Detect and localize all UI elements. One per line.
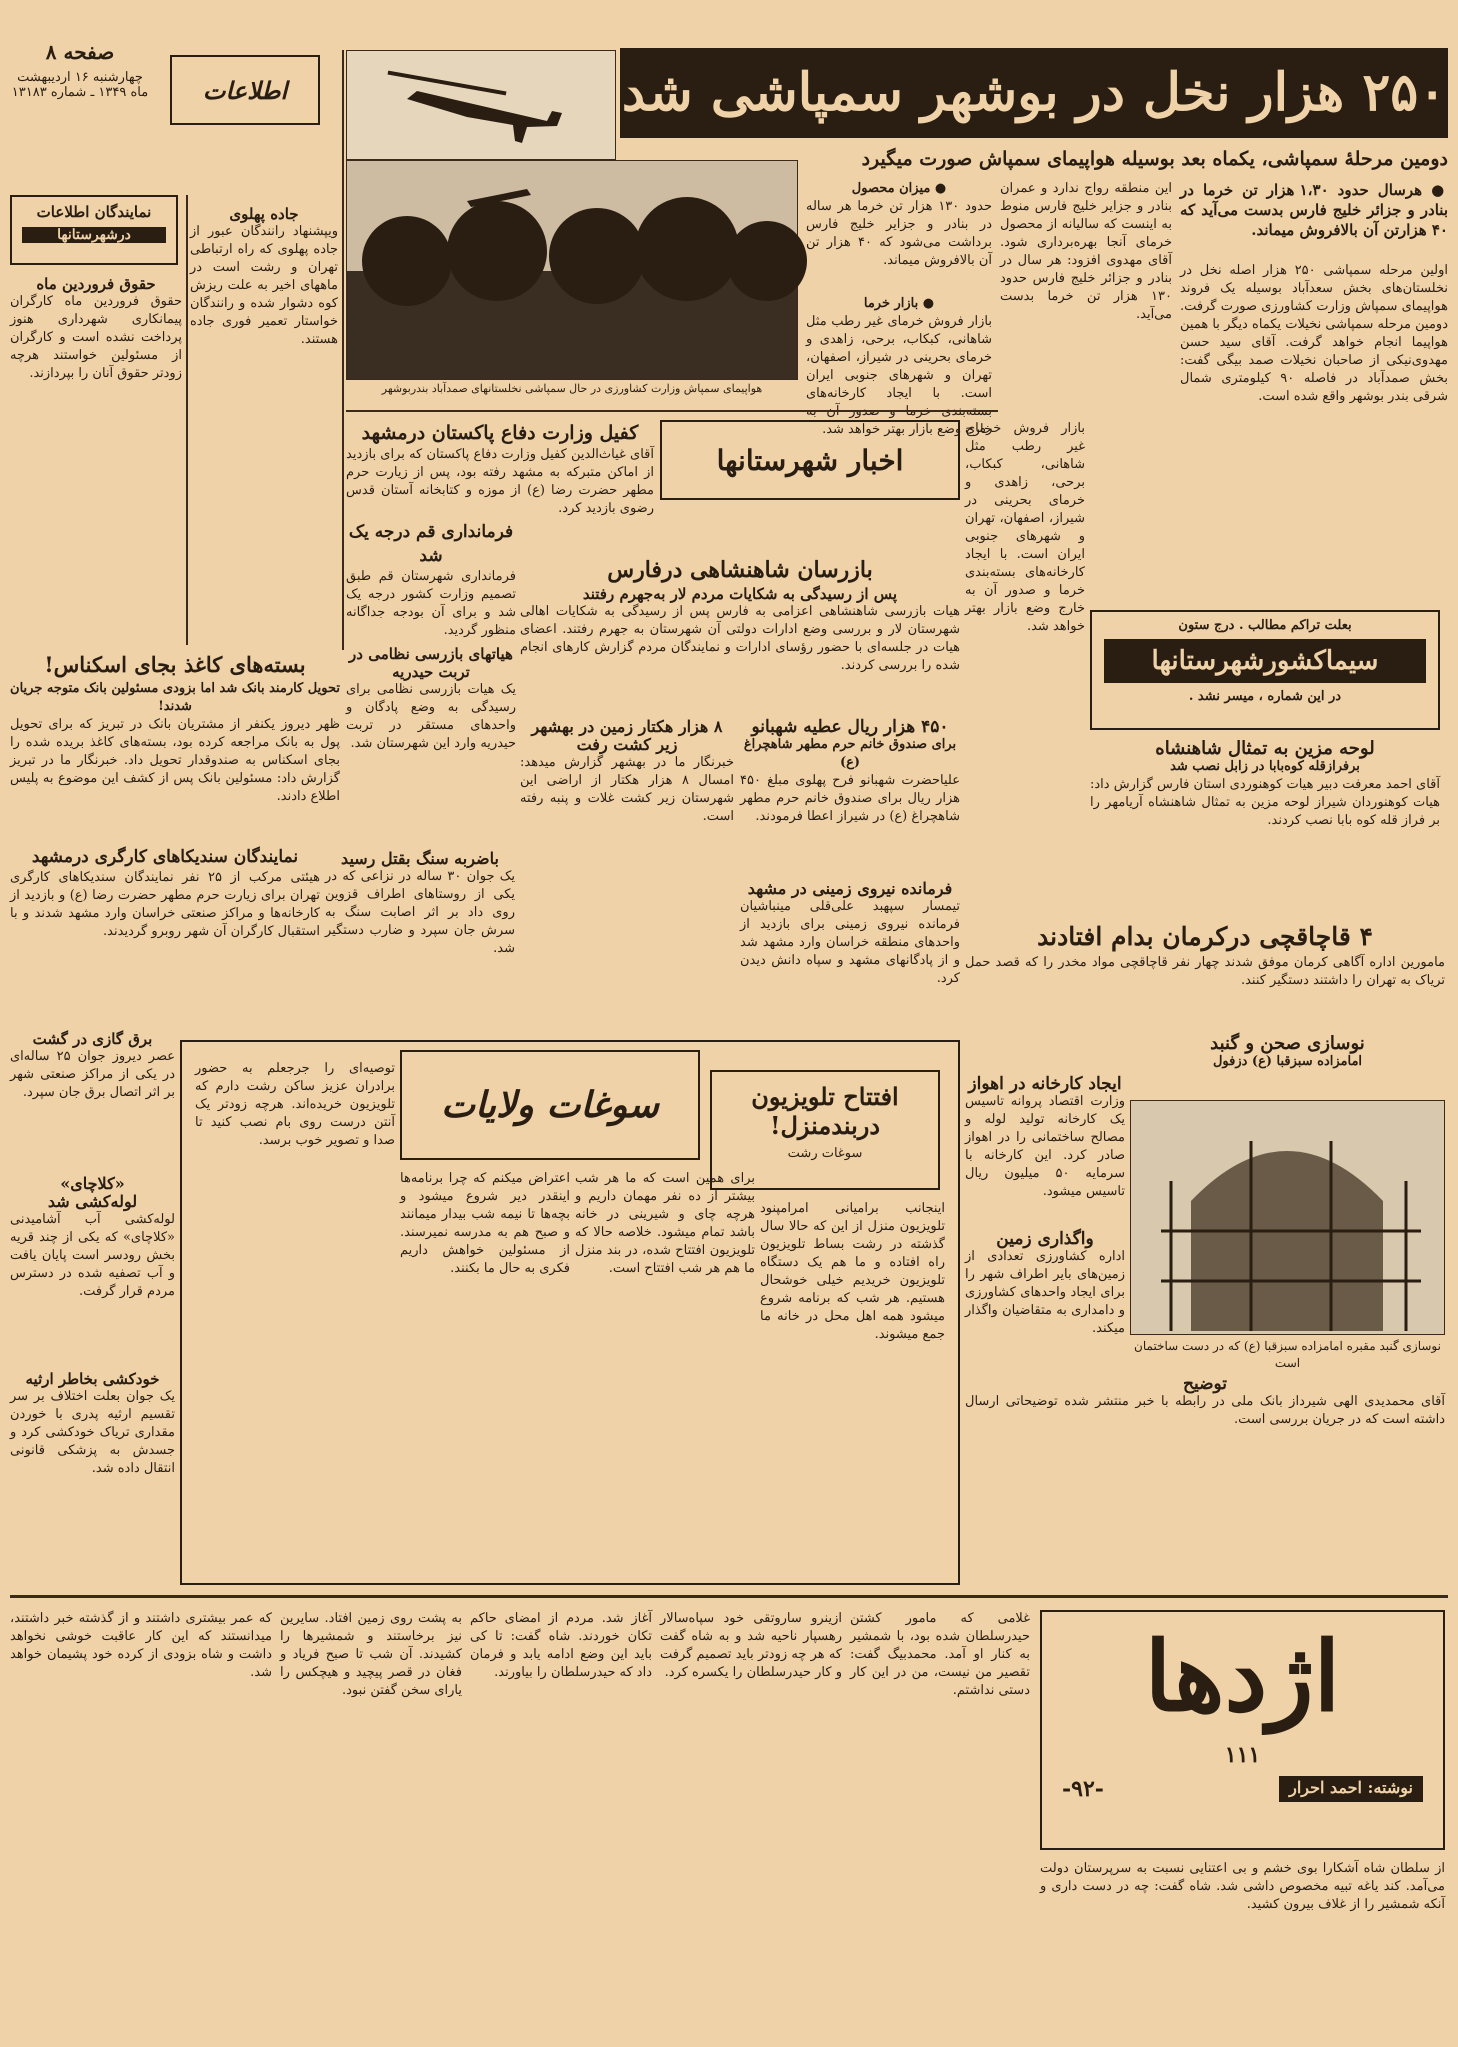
tv-author: سوغات رشت	[787, 1146, 863, 1161]
ahvaz-item	[965, 1075, 1125, 1225]
luleh-text: لوله‌کشی آب آشامیدنی «کلاچای» که یکی از چند قریه بخش رودسر است پایان یافت و آب تصفیه شده در دسترس مردم قرار گرفت.	[10, 1212, 175, 1299]
hektar-item	[520, 718, 734, 838]
sandika-headline: نمایندگان سندیکاهای کارگری درمشهد	[31, 847, 299, 867]
airplane-icon	[347, 51, 615, 159]
market-heading: ● بازار خرما	[863, 296, 935, 311]
farmandeh-headline: فرمانده نیروی زمینی در مشهد	[747, 879, 953, 898]
vagozari-text: اداره کشاورزی تعدادی از زمین‌های بایر اطراف شهر را برای ایجاد واحدهای کشاورزی و دامداری به متقاضیان واگذار میکند.	[965, 1249, 1125, 1336]
tv-title-1: افتتاح تلویزیون	[751, 1082, 899, 1111]
kerman-headline: ۴ قاچاقچی درکرمان بدام افتادند	[1037, 922, 1373, 951]
shahbanu-sub: برای صندوق خانم حرم مطهر شاهچراغ (ع)	[743, 737, 957, 770]
azhdaha-author: نوشته: احمد احرار	[1279, 1776, 1423, 1802]
qom-text: فرمانداری شهرستان قم طبق تصمیم وزارت کشور درجه یک شد و برای آن بودجه جداگانه منظور گردید.	[346, 569, 516, 638]
market-text: بازار فروش خرمای غیر رطب مثل شاهانی، کبکاب، برحی، زاهدی و خرمای بحرینی در شیراز، اصفهان، تهران و شهرهای جنوبی ایران است. با ایجاد کارخانه‌های خارج وضع بازار بهتر خواهد شد.	[806, 314, 992, 437]
divider	[186, 195, 188, 645]
hektar-headline: ۸ هزار هکتار زمین در بهشهر زیر کشت رفت	[531, 717, 723, 754]
bastehha-sub: تحویل کارمند بانک شد اما بزودی مسئولین بانک متوجه جریان شدند!	[10, 681, 340, 714]
hektar-text: خبرنگار ما در بهشهر گزارش میدهد: امسال ۸ هزار هکتار از اراضی این شهرستان زیر کشت غلات و پنبه رفته است.	[520, 755, 735, 824]
azhdaha-number: ۱۱۱	[1224, 1742, 1261, 1768]
sahn-headline: نوسازی صحن و گنبد	[1210, 1033, 1365, 1054]
market-col	[806, 295, 992, 437]
shahneshah-title: سیماکشورشهرستانها	[1104, 639, 1426, 683]
mausoleum-photo	[1130, 1100, 1445, 1335]
sahn-item	[1130, 1035, 1445, 1105]
qom-headline: فرمانداری قم درجه یک شد	[348, 522, 514, 566]
pakistan-item	[346, 420, 654, 520]
ahvaz-headline: ایجاد کارخانه در اهواز	[968, 1074, 1122, 1094]
azhdaha-col6: که عمر بیشتری داشتند و از گذشته خبر داشتند، میدانستند که این کار عاقبت خوشی نخواهد داشت و شاه بزودی از کرده خود پشیمان خواهد شد.	[10, 1611, 272, 1680]
masthead-text: اطلاعات	[202, 75, 288, 105]
sandika-text: هیئتی مرکب از ۲۵ نفر نمایندگان سندیکاهای کارگری تهران برای زیارت حرم مطهر حضرت رضا (ع) و بازدید از کارخانه‌ها و مراکز صنعتی خراسان وارد مشهد شدند و با استقبال کارگران آن شهر روبرو گردیدند.	[10, 870, 320, 939]
lead-subhead: دومین مرحلهٔ سمپاشی، یکماه بعد بوسیله هواپیمای سمپاش صورت میگیرد	[861, 148, 1448, 170]
barq-text: عصر دیروز جوان ۲۵ ساله‌ای در یکی از مراکز صنعتی شهر بر اثر اتصال برق جان سپرد.	[10, 1049, 175, 1100]
nezami-item	[346, 645, 516, 825]
soghat-col4: توصیه‌ای را جرجعلم به حضور برادران عزیز ساکن رشت دارم که تلویزیون خریده‌اند. هرچه زودتر یک آنتن درست روی بام نصب کنید تا صدا و تصویر خوب برسد.	[195, 1061, 395, 1148]
nezami-text: یک هیات بازرسی نظامی برای رسیدگی به وضع پادگان و واحدهای مستقر در تربت حیدریه وارد این شهرستان شد.	[346, 682, 516, 751]
pahlavi-col-head: جاده پهلوی	[229, 205, 299, 223]
kalachi-headline: «کلاچای»	[60, 1174, 125, 1193]
shahneshah-top: بعلت تراکم مطالب . درج ستون	[1178, 618, 1352, 633]
pakistan-text: آقای غیاث‌الدین کفیل وزارت دفاع پاکستان که برای بازدید از اماکن متبرکه به مشهد رفته بود، پس از زیارت حرم مطهر حضرت رضا (ع) از موزه و کتابخانه آستان قدس رضوی بازدید کرد.	[346, 447, 654, 516]
divider	[342, 50, 344, 650]
sahn-sub: امامزاده سبزقبا (ع) دزفول	[1212, 1054, 1363, 1069]
product-col	[806, 180, 992, 290]
pahlavi-col-left	[10, 275, 182, 645]
barq-item	[10, 1030, 175, 1120]
lead-body: اولین مرحله سمپاشی ۲۵۰ هزار اصله نخل در نخلستان‌های بخش سعدآباد بوسیله یک فروند هواپیمای سمپاش وزارت کشاورزی صورت گرفت. دومین مرحله سمپاشی نخیلات یکماه دیگر با همین هواپیما انجام خواهد گرفت. آقای سید حسن مهدوی‌نیکی از صاحبان نخیلات صمد بیگی گفت: بخش صمدآباد در فاصله ۹۰ کیلومتری شمال شرقی بندر بوشهر واقع شده است.	[1180, 263, 1448, 404]
tamsal-sub: برفرازقله کوه‌بابا در زابل نصب شد	[1170, 759, 1360, 774]
shahbanu-headline: ۴۵۰ هزار ریال عطیه شهبانو	[751, 717, 949, 737]
fars-headline: بازرسان شاهنشاهی درفارس	[607, 557, 873, 583]
fars-text: هیات بازرسی شاهنشاهی اعزامی به فارس پس از رسیدگی به شکایات اهالی شهرستان لار و بررسی وضع ادارات دولتی آن شهرستان به جهرم رفتند. اعضای هیات در جلسه‌ای با حضور رؤسای ادارات و نمایندگان مردم گزارش کارهای انجام شده را بررسی کردند.	[520, 604, 960, 673]
lead-intro: ● هرسال حدود ۱،۳۰ هزار تن خرما در بنادر و جزائر خلیج فارس بدست می‌آید که ۴۰ هزارتن آن بالافروش میماند.	[1180, 181, 1448, 239]
kerman-text: مامورین اداره آگاهی کرمان موفق شدند چهار نفر قاچاقچی مواد مخدر را که قصد حمل تریاک به تهران را داشتند دستگیر کنند.	[965, 955, 1445, 988]
product-text: حدود ۱۳۰ هزار تن خرما هر ساله در بنادر و جزایر خلیج فارس برداشت می‌شود که ۴۰ هزار تن آن بالافروش میماند.	[806, 199, 992, 268]
bastehha-headline: بسته‌های کاغذ بجای اسکناس!	[44, 652, 306, 677]
azhdaha-col2: غلامی که مامور کشتن حیدرسلطان شده بود، با شمشیر به کنار او آمد. محمدبیگ گفت: تقصیر من نیست، من در این کار دستی نداشتم.	[850, 1611, 1030, 1698]
shahr-banner-text: اخبار شهرستانها	[716, 443, 904, 477]
bastehha-item	[10, 650, 340, 850]
vagozari-headline: واگذاری زمین	[996, 1229, 1094, 1249]
soghat-col1: اینجانب برامیانی امرامپنود تلویزیون منزل از این که حالا سال گذشته در رشت بساط تلویزیون راه افتاده و ما هم یک دستگاه تلویزیون خریدیم خیلی خوشحال هستیم. هر شب که برنامه شروع میشود همه اهل محل در خانه ما جمع میشوند.	[760, 1201, 945, 1342]
divider	[346, 410, 998, 412]
sandika-item	[10, 845, 320, 1025]
tv-title-2: دربندمنزل!	[769, 1111, 881, 1140]
pahlavi-col-right	[190, 205, 338, 645]
lead-col2: این منطقه رواج ندارد و عمران بنادر و جزایر خلیج فارس منوط به اینست که سالیانه از محصول خرمای آنجا بهره‌برداری شود. آقای مهدوی افزود: هر سال در بنادر و جزائر خلیج فارس حدود ۱۳۰ هزار تن خرما بدست می‌آید.	[1000, 181, 1172, 322]
tozih-text: آقای محمدیدی الهی شیرداز بانک ملی در رابطه با خبر منتشر شده توضیحاتی ارسال داشته است که در جریان بررسی است.	[965, 1394, 1445, 1427]
fars-item	[520, 555, 960, 715]
shahr-banner	[660, 420, 960, 500]
azhdaha-box	[1040, 1610, 1445, 1850]
azhdaha-col3: ازینرو ساروتقی خود سپاه‌سالار رهسپار ناحیه شد و به شاه گفت که هر چه زودتر باید تصمیم گرفت و کار حیدرسلطان را یکسره کرد.	[660, 1611, 842, 1680]
sang-text: یک جوان ۳۰ ساله در نزاعی که در یکی از روستاهای اطراف قزوین روی داد بر اثر اصابت سنگ به سرش جان سپرد و ضارب دستگیر شد.	[325, 869, 516, 956]
right-mid-text: بازار فروش خرمای غیر رطب مثل شاهانی، کبکاب، برحی، زاهدی و خرمای بحرینی در شیراز، اصفهان، تهران و شهرهای جنوبی ایران است. با ایجاد کارخانه‌های بسته‌بندی خرما و صدور آن به خارج وضع بازار بهتر خواهد شد.	[965, 421, 1085, 634]
tamsal-item	[1090, 740, 1440, 920]
bastehha-text: ظهر دیروز یکنفر از مشتریان بانک در تبریز که برای تحویل پول به بانک مراجعه کرده بود، بسته‌های کاغذ بریده شده را بجای اسکناس به صندوقدار تحویل داد. خبرنگار ما در تبریز گزارش داد: مسئولین بانک پس از کشف این موضوع به پلیس اطلاع دادند.	[10, 717, 340, 804]
khodkoshi-item	[10, 1370, 175, 1580]
sang-item	[325, 850, 515, 1030]
pahlavi-sub2: حقوق فروردین ماه	[36, 275, 156, 293]
shahbanu-text: علیاحضرت شهبانو فرح پهلوی مبلغ ۴۵۰ هزار ریال برای صندوق خانم حرم مطهر شاهچراغ (ع) در شیراز اعطا فرمودند.	[740, 773, 960, 824]
product-heading: ● میزان محصول	[851, 181, 947, 196]
luleh-item	[10, 1175, 175, 1365]
pakistan-headline: کفیل وزارت دفاع پاکستان درمشهد	[361, 422, 639, 444]
palm-trees-photo	[346, 160, 798, 380]
palm-trees-icon	[347, 161, 797, 379]
khodkoshi-headline: خودکشی بخاطر ارثیه	[25, 1370, 160, 1388]
divider	[10, 1595, 1448, 1598]
page-info	[10, 40, 150, 140]
fars-sub: پس از رسیدگی به شکایات مردم لار به‌جهرم رفتند	[582, 585, 898, 603]
soghat-col3: اعتراض میکنم که چرا برنامه‌ها اینقدر دیر شروع میشود و بچه‌ها تا نیمه شب بیدار میمانند و صبح هم به مدرسه نمیرسند. از مسئولین خواهش داریم فکری به حال ما بکنند.	[400, 1171, 570, 1276]
tozih-headline: توضیح	[1182, 1374, 1228, 1394]
photo2-caption: نوسازی گنبد مقبره امامزاده سبزقبا (ع) که در دست ساختمان است	[1134, 1339, 1441, 1370]
shahneshah-box	[1090, 610, 1440, 730]
farmandeh-item	[740, 880, 960, 1030]
azhdaha-col4: آغاز شد. مردم از امضای حاکم تکان خوردند. شاه گفت: تا کی باید این وضع ادامه یابد و فرمان داد که حیدرسلطان را بیاورند.	[470, 1611, 652, 1680]
khodkoshi-text: یک جوان بعلت اختلاف بر سر تقسیم ارثیه پدری با خوردن مقداری تریاک خودکشی کرد و جسدش به پزشکی قانونی انتقال داده شد.	[10, 1389, 175, 1476]
main-headline: ۲۵۰ هزار نخل در بوشهر سمپاشی شد	[620, 48, 1448, 138]
pahlavi-text: ویپشنهاد رانندگان عبور از جاده پهلوی که راه ارتباطی تهران و رشت است در ماههای اخیر به علت ریزش کوه دشوار شده و رانندگان خواستار تعمیر فوری جاده هستند.	[190, 224, 338, 347]
photo1-caption: هواپیمای سمپاش وزارت کشاورزی در حال سمپاشی نخلستانهای صمدآباد بندربوشهر	[381, 382, 763, 395]
soghat-banner-title: سوغات ولایات	[441, 1084, 659, 1126]
azhdaha-title: اژدها	[1144, 1620, 1341, 1733]
pahlavi-text2: حقوق فروردین ماه کارگران پیمانکاری شهرداری هنوز پرداخت نشده است و کارگران از مسئولین خواستند هرچه زودتر حقوق آنان را بپردازند.	[10, 294, 182, 381]
tozih-item	[965, 1375, 1445, 1575]
masthead-logo	[170, 55, 320, 125]
issue-line: ماه ۱۳۴۹ ـ شماره ۱۳۱۸۳	[11, 85, 149, 100]
soghat-col2: برای همین است که ما هر شب بیشتر از ده نفر مهمان داریم و هرچه چای و شیرینی در خانه باشد تمام میشود. خلاصه حالا که تلویزیون افتتاح شده، در بند منزل ما هم هر شب افتتاح است.	[575, 1171, 755, 1276]
barq-headline: برق گازی در گشت	[32, 1030, 153, 1048]
azhdaha-col5: به پشت روی زمین افتاد. سایرین نیز برخاستند و شمشیرها را کشیدند. آن شب تا صبح فریاد و فغان در قصر پیچید و هیچکس را یارای سخن گفتن نبود.	[280, 1611, 462, 1698]
plane-photo	[346, 50, 616, 160]
pahlavi-banner-box	[10, 195, 178, 265]
sang-headline: باضربه سنگ بقتل رسید	[341, 849, 499, 868]
scaffolding-icon	[1131, 1101, 1444, 1334]
date-line: چهارشنبه ۱۶ اردیبهشت	[17, 70, 143, 85]
qom-item	[346, 520, 516, 640]
tamsal-headline: لوحه مزین به تمثال شاهنشاه	[1155, 738, 1375, 759]
pahlavi-banner: نمایندگان اطلاعات	[36, 203, 152, 221]
luleh-headline: لوله‌کشی شد	[47, 1192, 138, 1211]
vagozari-item	[965, 1230, 1125, 1370]
ahvaz-text: وزارت اقتصاد پروانه تاسیس یک کارخانه تولید لوله و مصالح ساختمانی را در اهواز صادر کرد. این کارخانه با سرمایه ۵۰ میلیون ریال تاسیس میشود.	[965, 1094, 1125, 1199]
page-label: صفحه ۸	[45, 40, 115, 64]
farmandeh-text: تیمسار سپهبد علی‌قلی مینباشیان فرمانده نیروی زمینی برای بازدید از واحدهای منطقه خراسان وارد مشهد شد و از پادگانهای مشهد و سپاه دانش دیدن کرد.	[740, 899, 960, 986]
soghat-banner	[400, 1050, 700, 1160]
tamsal-text: آقای احمد معرفت دبیر هیات کوهنوردی استان فارس گزارش داد: هیات کوهنوردان شیراز لوحه مزین به تمثال شاهنشاه آریامهر را بر فراز قله کوه بابا نصب کردند.	[1090, 777, 1440, 828]
nezami-headline: هیاتهای بازرسی نظامی در تربت حیدریه	[349, 645, 513, 681]
shahbanu-item	[740, 718, 960, 878]
pahlavi-stamp: درشهرستانها	[22, 227, 166, 243]
azhdaha-episode: -۹۲-	[1062, 1776, 1104, 1802]
shahneshah-bottom: در این شماره ، میسر نشد .	[1188, 689, 1342, 704]
azhdaha-col1: از سلطان شاه آشکارا بوی خشم و بی اعتنایی نسبت به سرپرستان دولت می‌آمد. کند یاغه تبیه مخصوص داشی شد. شاه گفت: چه در دست داری و آنکه شمشیر را از غلاف بیرون کشید.	[1040, 1861, 1445, 1912]
